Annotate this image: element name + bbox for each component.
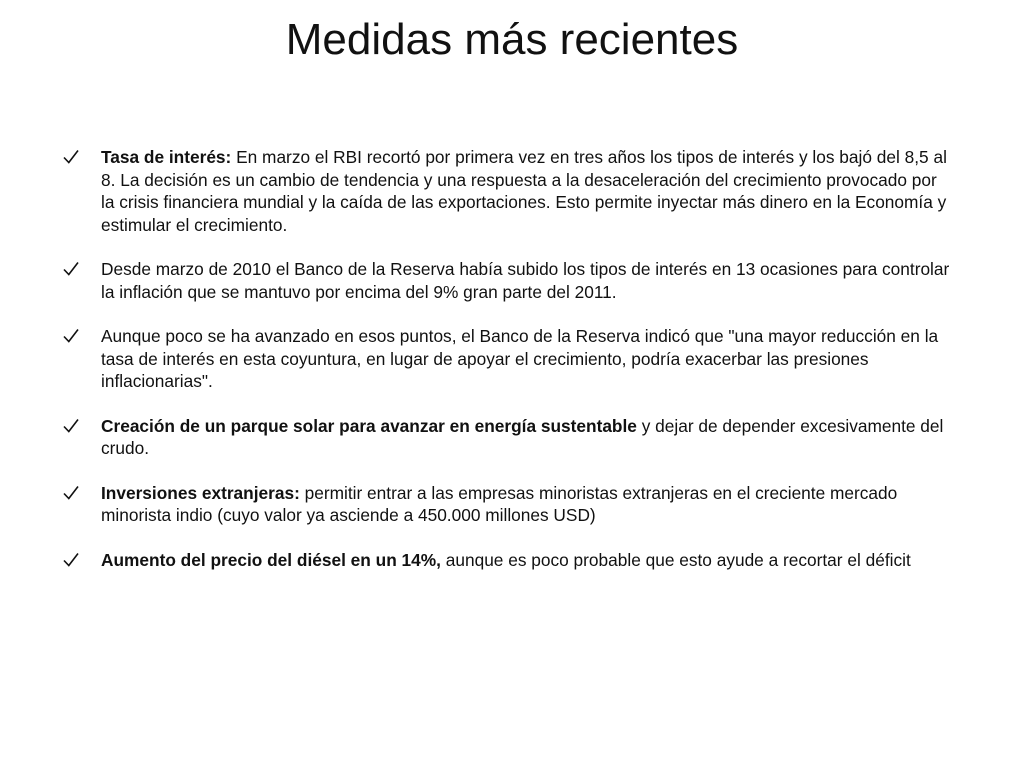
bullet-text: En marzo el RBI recortó por primera vez en tres años los tipos de interés y los bajó del 8,5 al 8. La decisión es un cambio de tendencia y una respuesta a la desaceleración del crecimiento provocado por la crisis financiera mundial y la caída de las exportaciones. Esto permite inyectar más dinero en la Economía y estimular el crecimiento. <box>101 147 947 235</box>
bullet-item-rate-history <box>62 258 952 303</box>
bullet-item-solar-park <box>62 415 952 460</box>
bullet-text: permitir entrar a las empresas minoristas extranjeras en el creciente mercado minorista indio (cuyo valor ya asciende a 450.000 millones USD) <box>101 482 898 525</box>
bullet-item-diesel-price <box>62 549 952 572</box>
bullet-bold-text: Aumento del precio del diésel en un 14%, <box>101 549 441 570</box>
bullet-text: Aunque poco se ha avanzado en esos puntos, el Banco de la Reserva indicó que "una mayor reducción en la tasa de interés en esta coyuntura, en lugar de apoyar el crecimiento, podría exacerbar las presiones inflacionarias". <box>101 326 939 391</box>
checkmark-icon <box>62 260 80 278</box>
bullet-text: y dejar de depender excesivamente del crudo. <box>101 415 944 458</box>
checkmark-icon <box>62 417 80 435</box>
bullet-bold-text: Inversiones extranjeras: <box>101 482 300 503</box>
checkmark-icon <box>62 551 80 569</box>
bullet-item-foreign-investment <box>62 482 952 527</box>
bullet-text: aunque es poco probable que esto ayude a recortar el déficit <box>440 549 911 570</box>
bullet-bold-text: Tasa de interés: <box>101 147 232 167</box>
checkmark-icon <box>62 148 80 166</box>
checkmark-icon <box>62 484 80 502</box>
bullet-item-reserve-bank-quote <box>62 325 952 393</box>
bullet-bold-text: Creación de un parque solar para avanzar en energía sustentable <box>101 415 637 436</box>
slide-title: Medidas más recientes <box>285 15 739 64</box>
bullet-item-interest-rate <box>62 146 952 236</box>
bullet-text: Desde marzo de 2010 el Banco de la Reserva había subido los tipos de interés en 13 ocasiones para controlar la inflación que se mantuvo por encima del 9% gran parte del 2011. <box>101 259 950 302</box>
bullet-list <box>62 146 952 593</box>
checkmark-icon <box>62 327 80 345</box>
